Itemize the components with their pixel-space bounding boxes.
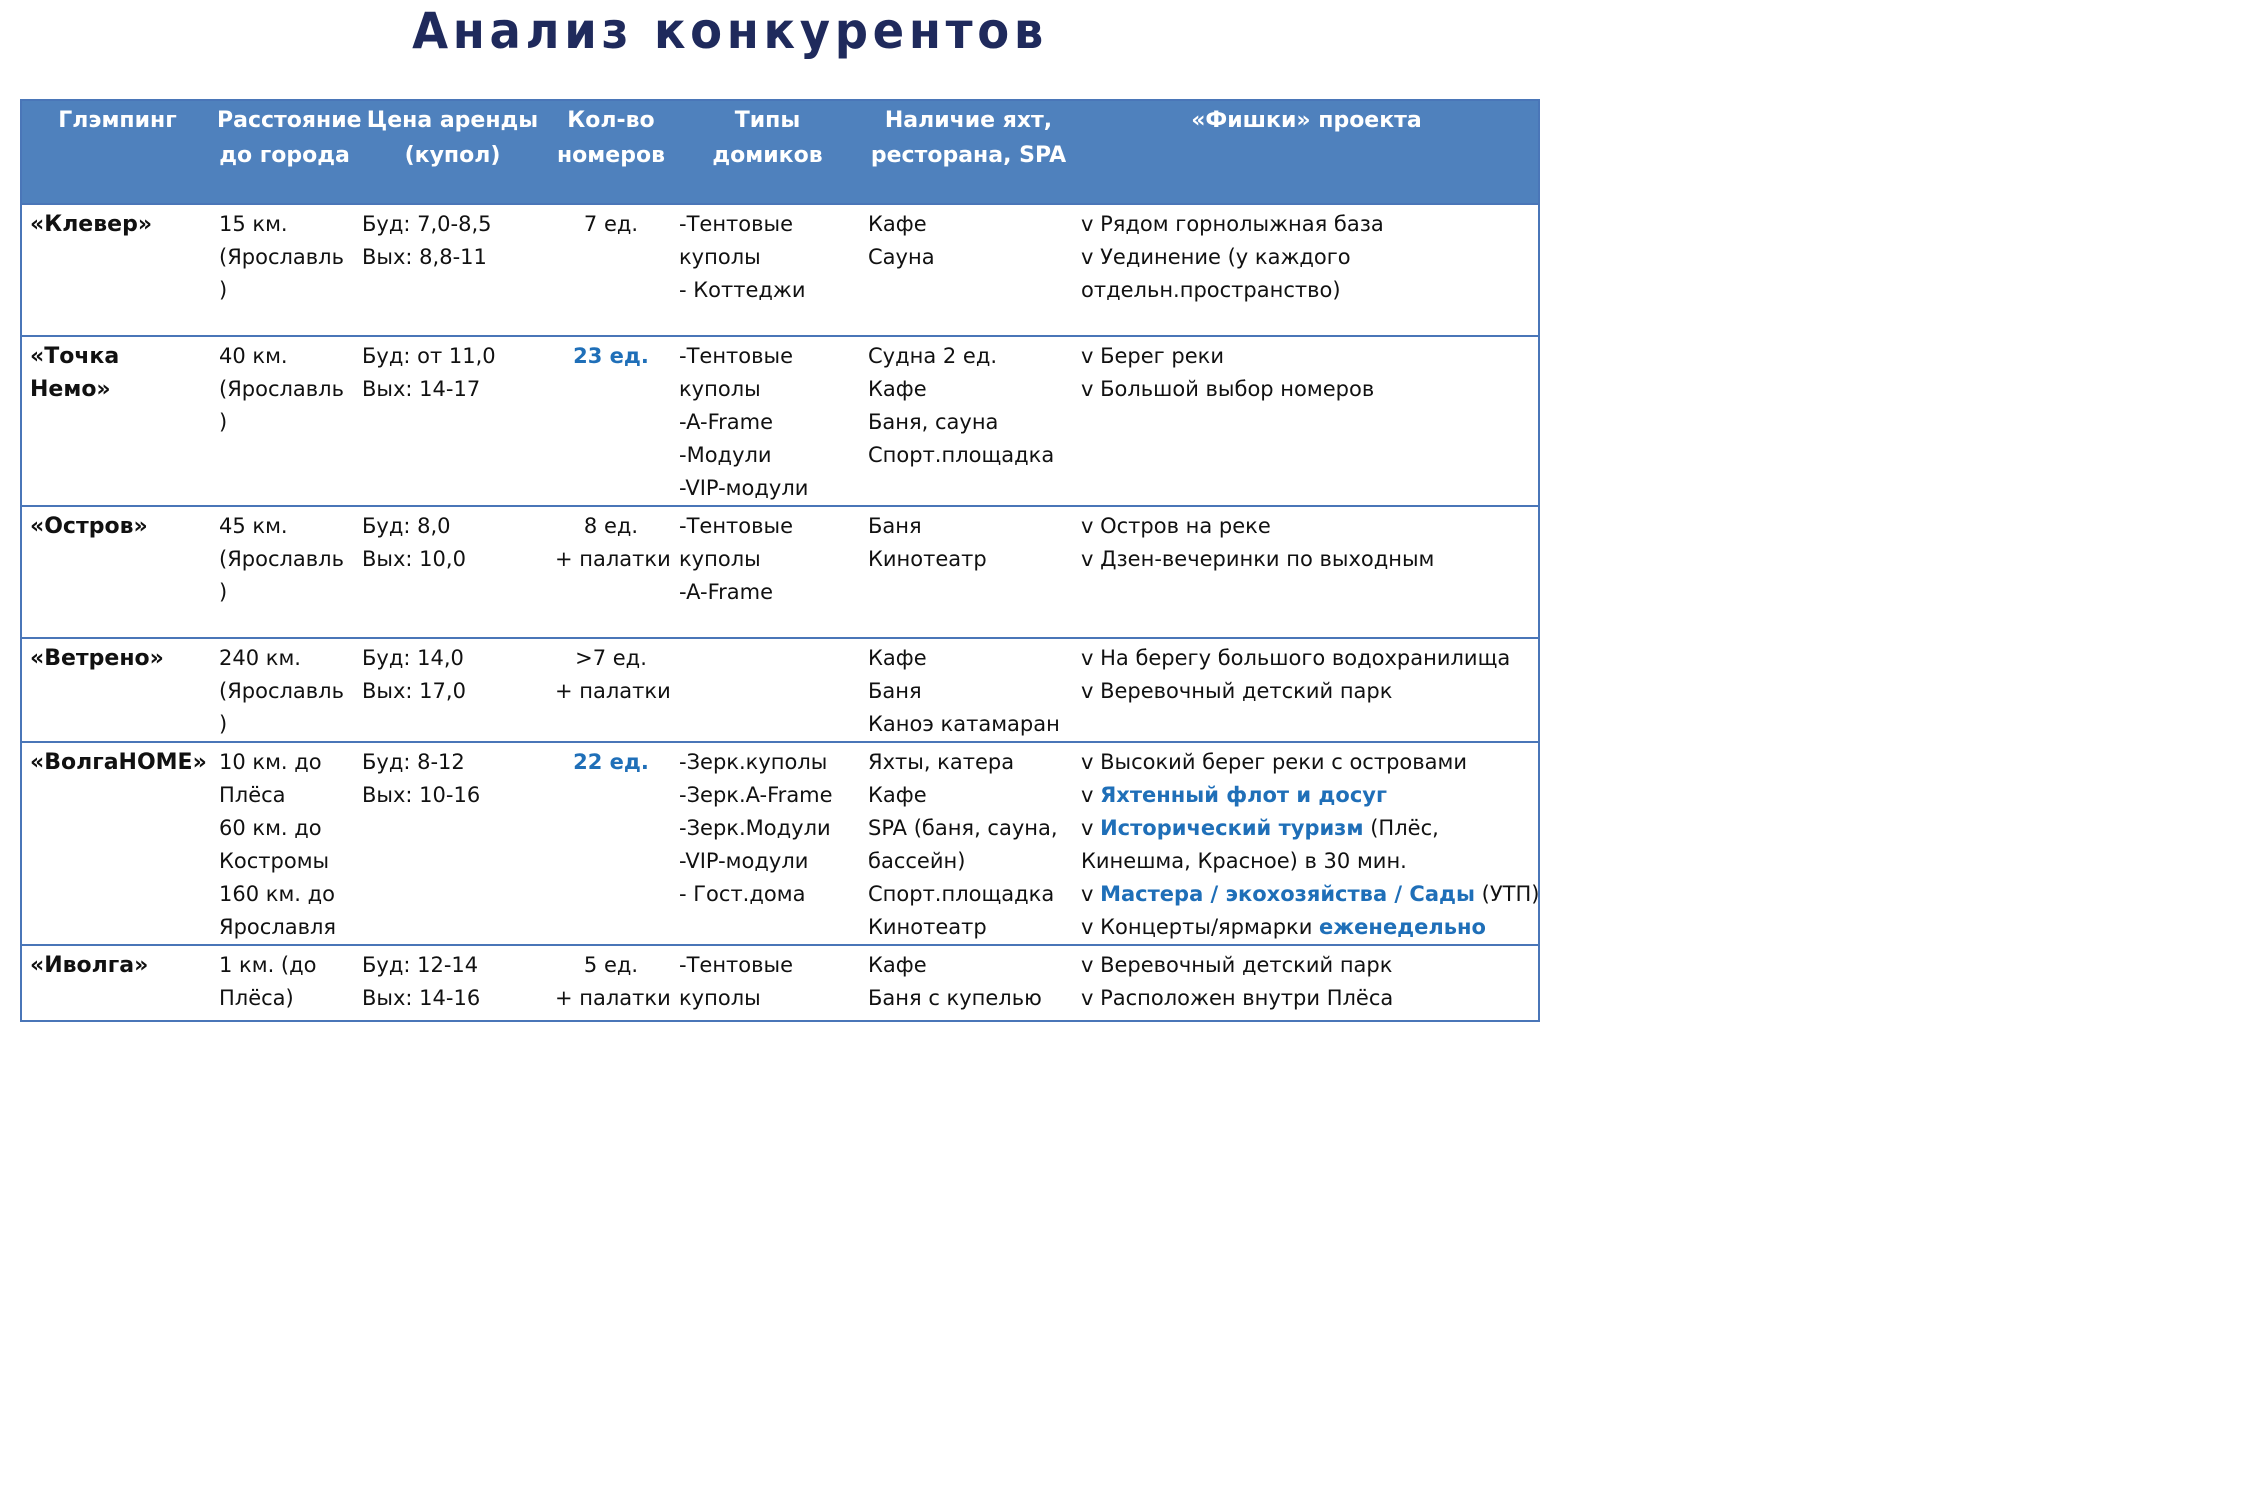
table-row	[21, 742, 1539, 945]
header-amenities: Наличие яхт, ресторана, SPA	[862, 100, 1075, 204]
amenities-cell: Баня Кинотеатр	[862, 506, 1075, 638]
features-cell: v Берег реки v Большой выбор номеров	[1075, 336, 1539, 506]
features-cell: v Остров на реке v Дзен-вечеринки по выходным	[1075, 506, 1539, 638]
features-cell: v Веревочный детский парк v Расположен внутри Плёса	[1075, 945, 1539, 1021]
types-cell	[673, 638, 862, 742]
types-cell: -Тентовые куполы -A-Frame -Модули -VIP-модули	[673, 336, 862, 506]
distance-cell: 240 км. (Ярославль )	[213, 638, 356, 742]
header-types: Типы домиков	[673, 100, 862, 204]
header-rooms: Кол-во номеров	[549, 100, 673, 204]
rooms-cell: 5 ед. + палатки	[549, 945, 673, 1021]
amenities-cell: Кафе Баня с купелью	[862, 945, 1075, 1021]
table-row	[21, 506, 1539, 638]
features-cell: v На берегу большого водохранилища v Веревочный детский парк	[1075, 638, 1539, 742]
table-row	[21, 638, 1539, 742]
price-cell: Буд: 7,0-8,5 Вых: 8,8-11	[356, 204, 549, 336]
rooms-cell: 7 ед.	[549, 204, 673, 336]
header-distance: Расстояние до города	[213, 100, 356, 204]
glamping-name: «Клевер»	[21, 204, 213, 336]
types-cell: -Тентовые куполы	[673, 945, 862, 1021]
glamping-name: «Точка Немо»	[21, 336, 213, 506]
amenities-cell: Судна 2 ед. Кафе Баня, сауна Спорт.площадка	[862, 336, 1075, 506]
header-glamping: Глэмпинг	[21, 100, 213, 204]
table-row	[21, 336, 1539, 506]
header-price: Цена аренды (купол)	[356, 100, 549, 204]
glamping-name: «Ветрено»	[21, 638, 213, 742]
header-features: «Фишки» проекта	[1075, 100, 1539, 204]
amenities-cell: Кафе Баня Каноэ катамаран	[862, 638, 1075, 742]
glamping-name: «ВолгаHOME»	[21, 742, 213, 945]
glamping-name: «Иволга»	[21, 945, 213, 1021]
price-cell: Буд: 8,0 Вых: 10,0	[356, 506, 549, 638]
types-cell: -Зерк.куполы -Зерк.A-Frame -Зерк.Модули -VIP-модули - Гост.дома	[673, 742, 862, 945]
table-row	[21, 204, 1539, 336]
distance-cell: 10 км. до Плёса 60 км. до Костромы 160 км. до Ярославля	[213, 742, 356, 945]
price-cell: Буд: 12-14 Вых: 14-16	[356, 945, 549, 1021]
rooms-cell: 23 ед.	[549, 336, 673, 506]
distance-cell: 1 км. (до Плёса)	[213, 945, 356, 1021]
price-cell: Буд: 14,0 Вых: 17,0	[356, 638, 549, 742]
amenities-cell: Яхты, катера Кафе SPA (баня, сауна, бассейн) Спорт.площадка Кинотеатр	[862, 742, 1075, 945]
types-cell: -Тентовые куполы - Коттеджи	[673, 204, 862, 336]
distance-cell: 40 км. (Ярославль )	[213, 336, 356, 506]
glamping-name: «Остров»	[21, 506, 213, 638]
distance-cell: 45 км. (Ярославль )	[213, 506, 356, 638]
rooms-cell: 22 ед.	[549, 742, 673, 945]
features-cell: v Рядом горнолыжная база v Уединение (у каждого отдельн.пространство)	[1075, 204, 1539, 336]
distance-cell: 15 км. (Ярославль )	[213, 204, 356, 336]
page-title: Анализ конкурентов	[412, 2, 1048, 60]
table-row	[21, 945, 1539, 1021]
competitor-table	[20, 99, 1540, 1022]
types-cell: -Тентовые куполы -A-Frame	[673, 506, 862, 638]
rooms-cell: >7 ед. + палатки	[549, 638, 673, 742]
table-header-row	[21, 100, 1539, 204]
rooms-cell: 8 ед. + палатки	[549, 506, 673, 638]
features-cell: v Высокий берег реки с островами v Яхтенный флот и досуг v Исторический туризм (Плёс, Кинешма, Красное) в 30 мин. v Мастера / экохозяйства / Сады (УТП) v Концерты/ярмарки еженедельно	[1075, 742, 1539, 945]
amenities-cell: Кафе Сауна	[862, 204, 1075, 336]
price-cell: Буд: от 11,0 Вых: 14-17	[356, 336, 549, 506]
price-cell: Буд: 8-12 Вых: 10-16	[356, 742, 549, 945]
